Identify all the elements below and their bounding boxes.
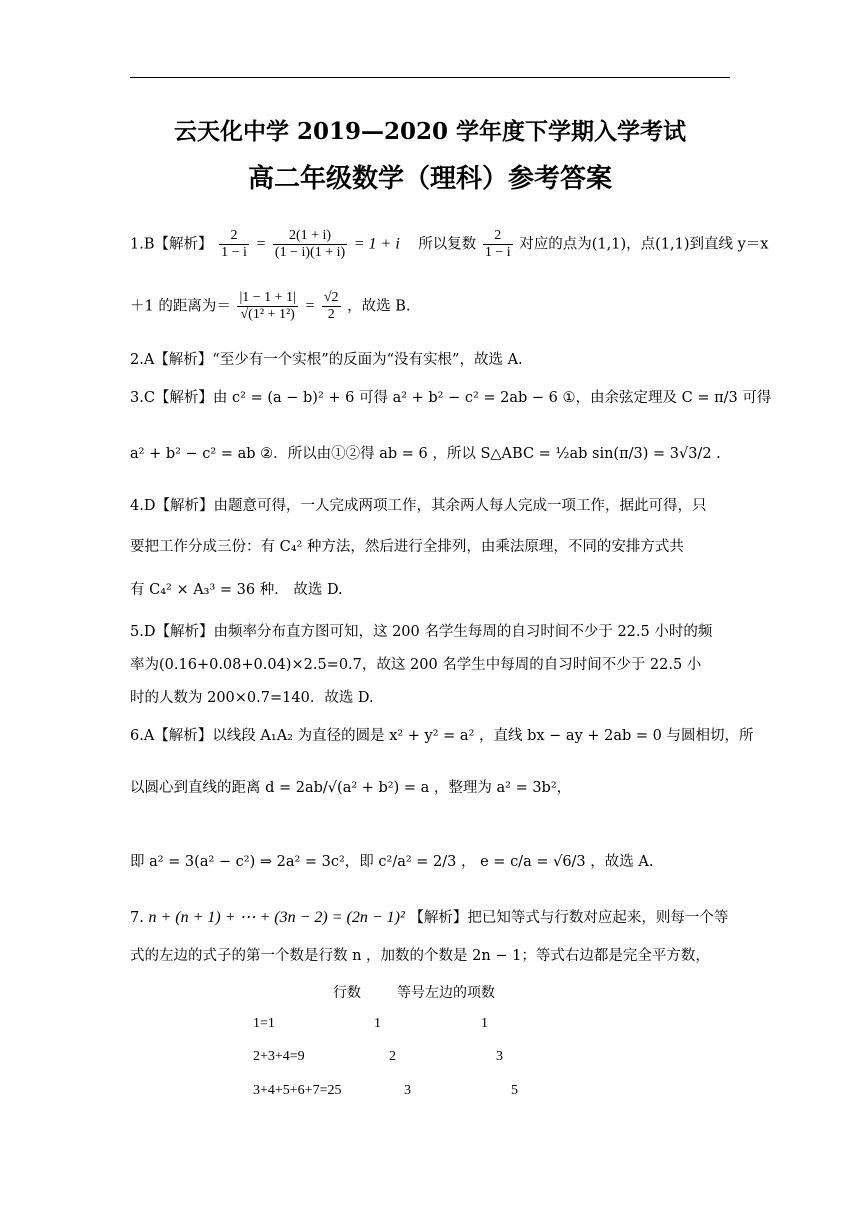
table-cell: 3 <box>404 1083 411 1098</box>
q4-line2: 要把工作分成三份：有 C₄² 种方法，然后进行全排列，由乘法原理，不同的安排方式共 <box>130 539 684 555</box>
q7-line2: 式的左边的式子的第一个数是行数 n ，加数的个数是 2n − 1；等式右边都是完全平方数， <box>130 948 710 964</box>
q6-line3: 即 a² = 3(a² − c²) ⇒ 2a² = 3c²，即 c²/a² = 2/3 ， e = c/a = √6/3 ，故选 A. <box>130 854 654 870</box>
q7-number: 7. <box>130 910 144 926</box>
q2-line: 2.A【解析】“至少有一个实根”的反面为“没有实根”，故选 A. <box>130 352 523 368</box>
table-header-terms: 等号左边的项数 <box>397 986 495 1001</box>
q3-line1: 3.C【解析】由 c² = (a − b)² + 6 可得 a² + b² − c² = 2ab − 6 ①，由余弦定理及 C = π/3 可得 <box>130 390 772 406</box>
q6-line1: 6.A【解析】以线段 A₁A₂ 为直径的圆是 x² + y² = a² ，直线 bx − ay + 2ab = 0 与圆相切，所 <box>130 728 754 744</box>
q7-line1: 7. n + (n + 1) + ⋯ + (3n − 2) = (2n − 1)² 【解析】把已知等式与行数对应起来，则每一个等 <box>130 909 729 926</box>
page-subtitle: 高二年级数学（理科）参考答案 <box>247 164 612 194</box>
table-cell: 1 <box>374 1016 381 1031</box>
table-cell: 5 <box>511 1083 518 1098</box>
page-title: 云天化中学 2019—2020 学年度下学期入学考试 <box>173 118 687 145</box>
q1-frac3: $\frac{2}{1 - i}$ <box>484 228 511 260</box>
table-header-rows: 行数 <box>333 986 361 1001</box>
table-cell: 2+3+4=9 <box>253 1049 305 1064</box>
q5-line1: 5.D【解析】由频率分布直方图可知，这 200 名学生每周的自习时间不少于 22.5 小时的频 <box>130 624 713 640</box>
table-cell: 1=1 <box>253 1016 275 1031</box>
q1-res-frac: $\frac{√2}{2}$ <box>323 290 339 322</box>
q1-line1: 1.B【解析】 $\frac{2}{1 - i}$ = $\frac{2(1 + i)}{(1 - i)(1 + i)}$ = 1 + i 所以复数 $\frac{2}{1 - i}$ 对应的点为(1,1)，点(1,1)到直线 y＝x <box>130 228 769 260</box>
q5-line2: 率为(0.16+0.08+0.04)×2.5=0.7，故这 200 名学生中每周的自习时间不少于 22.5 小 <box>130 657 702 673</box>
q1-frac1: $\frac{2}{1 - i}$ <box>221 228 247 260</box>
q4-line3: 有 C₄² × A₃³ = 36 种． 故选 D. <box>130 582 343 598</box>
q5-line3: 时的人数为 200×0.7=140．故选 D. <box>130 690 374 706</box>
q1-dist-frac: $\frac{|1 - 1 + 1|}{\text{√(1² + 1²)}}$ <box>239 290 296 322</box>
table-cell: 3 <box>496 1049 503 1064</box>
header-rule <box>130 77 730 78</box>
table-cell: 1 <box>481 1016 488 1031</box>
q4-line1: 4.D【解析】由题意可得，一人完成两项工作，其余两人每人完成一项工作，据此可得，只 <box>130 498 707 514</box>
q7-formula: n + (n + 1) + ⋯ + (3n − 2) = (2n − 1)² <box>148 909 405 926</box>
q3-line2: a² + b² − c² = ab ②．所以由①②得 ab = 6 ，所以 S△ABC = ½ab sin(π/3) = 3√3/2 . <box>130 446 721 462</box>
table-cell: 2 <box>389 1049 396 1064</box>
q6-line2: 以圆心到直线的距离 d = 2ab/√(a² + b²) = a ，整理为 a² = 3b²， <box>130 780 572 796</box>
q1-line2: ＋1 的距离为＝ $\frac{|1 - 1 + 1|}{\text{√(1² + 1²)}}$ = $\frac{√2}{2}$ ，故选 B. <box>130 290 411 322</box>
q1-frac2: $\frac{2(1 + i)}{(1 - i)(1 + i)}$ <box>274 228 346 260</box>
q1-label: 1.B【解析】 <box>130 236 213 253</box>
table-cell: 3+4+5+6+7=25 <box>253 1083 342 1098</box>
